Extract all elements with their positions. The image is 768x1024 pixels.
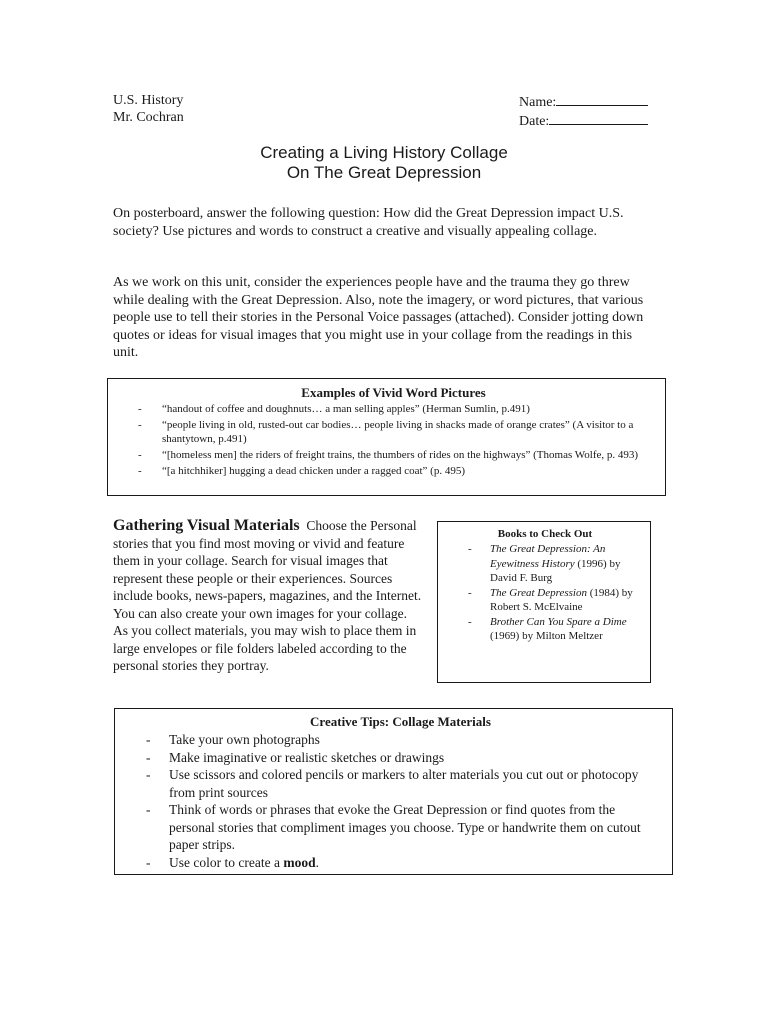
header-right [519, 92, 648, 130]
gathering-heading: Gathering Visual Materials [113, 517, 300, 534]
list-item [143, 854, 658, 872]
books-list [448, 542, 642, 644]
list-item [448, 586, 642, 615]
teacher-name: Mr. Cochran [113, 110, 184, 125]
tip-emphasis: mood [283, 854, 316, 870]
book-details: (1969) by Milton Meltzer [490, 630, 603, 642]
list-item [136, 464, 651, 478]
list-item [448, 615, 642, 644]
page-title [0, 143, 768, 183]
tip-text-prefix: Use color to create a [169, 854, 284, 870]
vivid-word-pictures-box [107, 378, 666, 496]
dash-marker: - [138, 449, 142, 461]
title-line-1: Creating a Living History Collage [260, 143, 508, 162]
list-item [448, 542, 642, 586]
tip-text: Use scissors and colored pencils or markers to alter materials you cut out or photocopy from print sources [169, 767, 639, 800]
tip-text-suffix: . [315, 854, 319, 870]
intro-paragraph-2: As we work on this unit, consider the experiences people have and the trauma they go threw while dealing with the Great Depression. Also, note the imagery, or word pictures, that various people use to tell their stories in the Personal Voice passages (attached). Consider jotting down quotes or ideas for visual images that you might use in your collage from the readings in this unit. [113, 275, 644, 360]
books-box [437, 521, 651, 683]
vivid-item-text: “[a hitchhiker] hugging a dead chicken under a ragged coat” (p. 495) [162, 465, 465, 477]
tip-text: Take your own photographs [169, 732, 320, 747]
list-item [136, 402, 651, 416]
course-name: U.S. History [113, 93, 184, 108]
header-left [113, 92, 184, 126]
gathering-body: Choose the Personal stories that you find most moving or vivid and feature them in your collage. Search for visual images that represent these people or their experiences. Sources include books, news-papers, magazines, and the Internet. You can also create your own images for your collage. As you collect materials, you may wish to place them in large envelopes or file folders labeled according to the personal stories they portray. [113, 518, 422, 673]
tips-list [143, 731, 658, 871]
vivid-box-title: Examples of Vivid Word Pictures [301, 385, 486, 400]
dash-marker: - [146, 802, 151, 817]
name-row [519, 92, 648, 111]
dash-marker: - [468, 586, 472, 599]
book-title: Brother Can You Spare a Dime [490, 615, 627, 628]
dash-marker: - [146, 854, 151, 870]
vivid-item-text: “[homeless men] the riders of freight trains, the thumbers of rides on the highways” (Thomas Wolfe, p. 493) [162, 449, 639, 461]
dash-marker: - [138, 403, 142, 415]
creative-tips-box [114, 708, 673, 875]
title-line-2: On The Great Depression [286, 163, 482, 182]
book-title: The Great Depression: An Eyewitness History [490, 543, 606, 570]
intro-paragraph-1: On posterboard, answer the following question: How did the Great Depression impact U.S. society? Use pictures and words to construct a creative and visually appealing collage. [113, 206, 624, 239]
dash-marker: - [146, 749, 151, 765]
date-label: Date: [519, 114, 550, 129]
date-row [519, 111, 648, 130]
vivid-list [136, 402, 651, 478]
list-item [143, 801, 658, 854]
dash-marker: - [468, 615, 472, 628]
books-box-title: Books to Check Out [497, 528, 593, 540]
vivid-item-text: “people living in old, rusted-out car bodies… people living in shacks made of orange crates” (A visitor to a shantytown, p.491) [162, 419, 634, 445]
list-item [136, 418, 651, 446]
book-title: The Great Depression [490, 586, 587, 599]
list-item [143, 766, 658, 801]
name-label: Name: [519, 95, 557, 110]
list-item [136, 448, 651, 462]
dash-marker: - [138, 465, 142, 477]
tip-text: Think of words or phrases that evoke the Great Depression or find quotes from the personal stories that compliment images you choose. Type or handwrite them on cutout paper strips. [169, 802, 641, 852]
dash-marker: - [146, 767, 151, 782]
name-blank[interactable] [556, 92, 648, 106]
list-item [143, 749, 658, 767]
dash-marker: - [146, 732, 151, 747]
vivid-item-text: “handout of coffee and doughnuts… a man selling apples” (Herman Sumlin, p.491) [162, 403, 530, 415]
dash-marker: - [468, 543, 472, 555]
gathering-section [113, 517, 423, 675]
book-details: (1996) by David F. Burg [490, 557, 621, 584]
tip-text: Make imaginative or realistic sketches or drawings [169, 749, 445, 765]
dash-marker: - [138, 419, 142, 431]
book-details: (1984) by Robert S. McElvaine [490, 586, 633, 613]
list-item [143, 731, 658, 749]
tips-box-title: Creative Tips: Collage Materials [310, 714, 491, 729]
date-blank[interactable] [549, 111, 648, 125]
